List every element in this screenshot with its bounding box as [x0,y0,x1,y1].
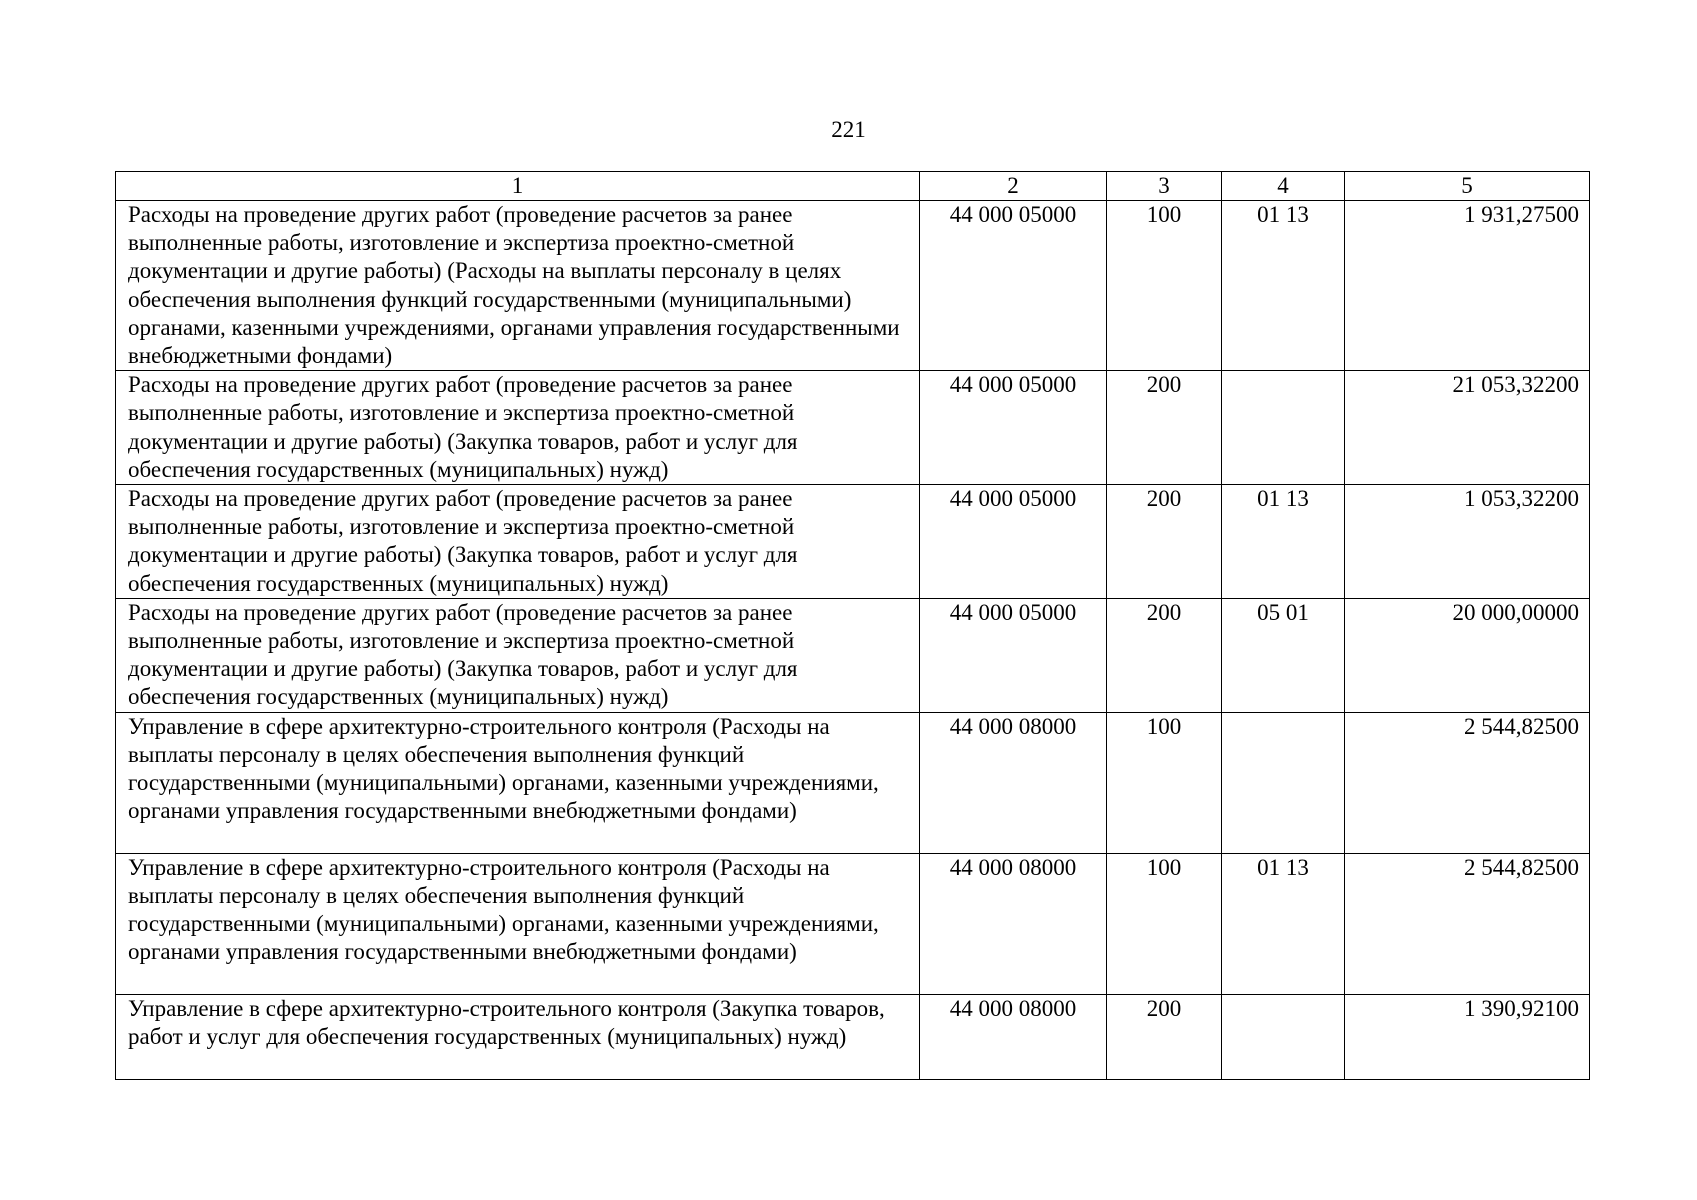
table-row [116,371,1590,485]
row-description: Расходы на проведение других работ (проведение расчетов за ранее выполненные работы, изготовление и экспертиза проектно-сметной документации и другие работы) (Закупка товаров, работ и услуг для обеспечения государственных (муниципальных) нужд) [116,371,920,485]
row-expense-type: 100 [1107,712,1222,853]
row-section-code [1222,994,1345,1079]
row-amount: 1 390,92100 [1345,994,1590,1079]
row-expense-type: 200 [1107,371,1222,485]
page-number: 221 [831,117,866,142]
row-amount: 1 931,27500 [1345,201,1590,371]
column-header: 4 [1222,172,1345,201]
row-amount: 21 053,32200 [1345,371,1590,485]
row-expense-type: 100 [1107,201,1222,371]
row-target-code: 44 000 05000 [920,371,1107,485]
row-amount: 1 053,32200 [1345,485,1590,599]
table-row [116,485,1590,599]
row-section-code: 05 01 [1222,598,1345,712]
row-target-code: 44 000 05000 [920,598,1107,712]
budget-table [115,171,1590,1080]
row-section-code: 01 13 [1222,201,1345,371]
column-header: 5 [1345,172,1590,201]
column-header: 2 [920,172,1107,201]
row-expense-type: 200 [1107,598,1222,712]
table-row [116,201,1590,371]
row-expense-type: 200 [1107,994,1222,1079]
row-target-code: 44 000 08000 [920,994,1107,1079]
row-target-code: 44 000 05000 [920,485,1107,599]
row-description: Управление в сфере архитектурно-строительного контроля (Расходы на выплаты персоналу в целях обеспечения выполнения функций государственными (муниципальными) органами, казенными учреждениями, органами управления государственными внебюджетными фондами) [116,853,920,994]
row-description: Расходы на проведение других работ (проведение расчетов за ранее выполненные работы, изготовление и экспертиза проектно-сметной документации и другие работы) (Закупка товаров, работ и услуг для обеспечения государственных (муниципальных) нужд) [116,598,920,712]
row-section-code [1222,371,1345,485]
table-row [116,598,1590,712]
table-row [116,994,1590,1079]
row-section-code: 01 13 [1222,853,1345,994]
row-description: Расходы на проведение других работ (проведение расчетов за ранее выполненные работы, изготовление и экспертиза проектно-сметной документации и другие работы) (Расходы на выплаты персоналу в целях обеспечения выполнения функций государственными (муниципальными) органами, казенными учреждениями, органами управления государственными внебюджетными фондами) [116,201,920,371]
row-expense-type: 100 [1107,853,1222,994]
row-target-code: 44 000 08000 [920,712,1107,853]
column-header: 3 [1107,172,1222,201]
row-target-code: 44 000 05000 [920,201,1107,371]
table-row [116,712,1590,853]
row-description: Управление в сфере архитектурно-строительного контроля (Расходы на выплаты персоналу в целях обеспечения выполнения функций государственными (муниципальными) органами, казенными учреждениями, органами управления государственными внебюджетными фондами) [116,712,920,853]
column-header: 1 [116,172,920,201]
row-expense-type: 200 [1107,485,1222,599]
table-row [116,853,1590,994]
row-section-code: 01 13 [1222,485,1345,599]
row-description: Управление в сфере архитектурно-строительного контроля (Закупка товаров, работ и услуг для обеспечения государственных (муниципальных) нужд) [116,994,920,1079]
row-amount: 2 544,82500 [1345,712,1590,853]
row-amount: 2 544,82500 [1345,853,1590,994]
row-amount: 20 000,00000 [1345,598,1590,712]
table-header-row [116,172,1590,201]
row-description: Расходы на проведение других работ (проведение расчетов за ранее выполненные работы, изготовление и экспертиза проектно-сметной документации и другие работы) (Закупка товаров, работ и услуг для обеспечения государственных (муниципальных) нужд) [116,485,920,599]
row-target-code: 44 000 08000 [920,853,1107,994]
row-section-code [1222,712,1345,853]
